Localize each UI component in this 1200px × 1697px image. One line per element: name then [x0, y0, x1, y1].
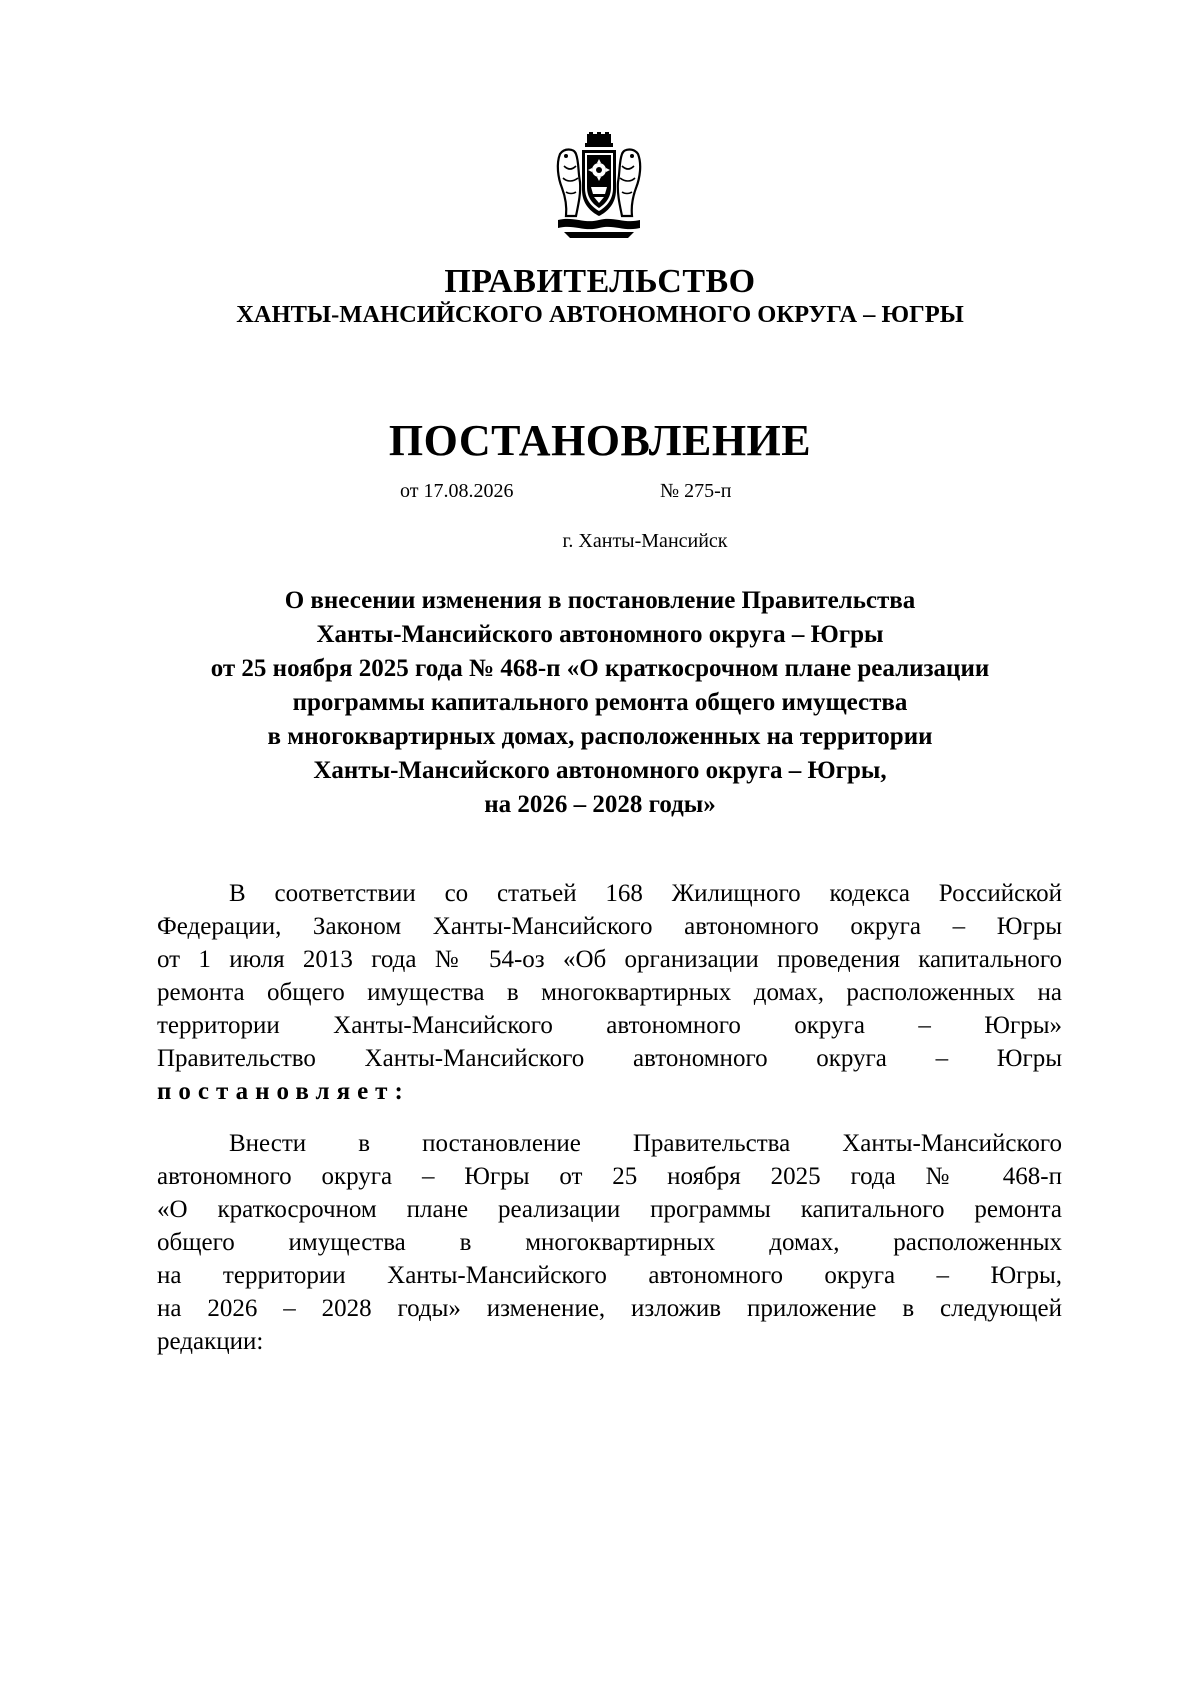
paragraph-line: на 2026 – 2028 годы» изменение, изложив приложение в следующей: [157, 1295, 1062, 1322]
document-date: от 17.08.2026: [400, 480, 514, 502]
document-type: ПОСТАНОВЛЕНИЕ: [388, 416, 812, 465]
paragraph-line: ремонта общего имущества в многоквартирных домах, расположенных на: [157, 979, 1062, 1006]
resolution-paragraph: [157, 1127, 1062, 1358]
paragraph-line: от 1 июля 2013 года № 54-оз «Об организации проведения капитального: [157, 946, 1062, 973]
subject-line: Ханты-Мансийского автономного округа – Югры: [316, 621, 884, 648]
region-title: ХАНТЫ-МАНСИЙСКОГО АВТОНОМНОГО ОКРУГА – ЮГРЫ: [236, 301, 964, 328]
resolves-word: постановляет:: [157, 1078, 410, 1105]
subject-line: программы капитального ремонта общего имущества: [292, 689, 908, 716]
paragraph-line: «О краткосрочном плане реализации программы капитального ремонта: [157, 1196, 1062, 1223]
subject-line: О внесении изменения в постановление Правительства: [284, 587, 916, 614]
paragraph-line: общего имущества в многоквартирных домах, расположенных: [157, 1229, 1062, 1256]
government-title: ПРАВИТЕЛЬСТВО: [444, 263, 756, 300]
subject-line: Ханты-Мансийского автономного округа – Югры,: [313, 757, 887, 784]
preamble-paragraph: [157, 877, 1062, 1108]
paragraph-line: территории Ханты-Мансийского автономного округа – Югры»: [157, 1012, 1062, 1039]
document-subject: [150, 584, 1050, 822]
paragraph-line: В соответствии со статьей 168 Жилищного кодекса Российской: [229, 880, 1062, 907]
paragraph-line: на территории Ханты-Мансийского автономного округа – Югры,: [157, 1262, 1062, 1289]
paragraph-line: редакции:: [157, 1328, 264, 1355]
subject-line: на 2026 – 2028 годы»: [484, 791, 716, 818]
document-number: № 275-п: [660, 480, 732, 502]
coat-of-arms-icon: [554, 132, 644, 240]
paragraph-line: автономного округа – Югры от 25 ноября 2025 года № 468-п: [157, 1163, 1062, 1190]
document-city: г. Ханты-Мансийск: [562, 530, 728, 552]
subject-line: от 25 ноября 2025 года № 468-п «О краткосрочном плане реализации: [210, 655, 990, 682]
paragraph-line: Правительство Ханты-Мансийского автономного округа – Югры: [157, 1045, 1062, 1072]
paragraph-line: [157, 1075, 1062, 1108]
subject-line: в многоквартирных домах, расположенных на территории: [267, 723, 933, 750]
paragraph-line: Федерации, Законом Ханты-Мансийского автономного округа – Югры: [157, 913, 1062, 940]
paragraph-line: Внести в постановление Правительства Ханты-Мансийского: [229, 1130, 1062, 1157]
